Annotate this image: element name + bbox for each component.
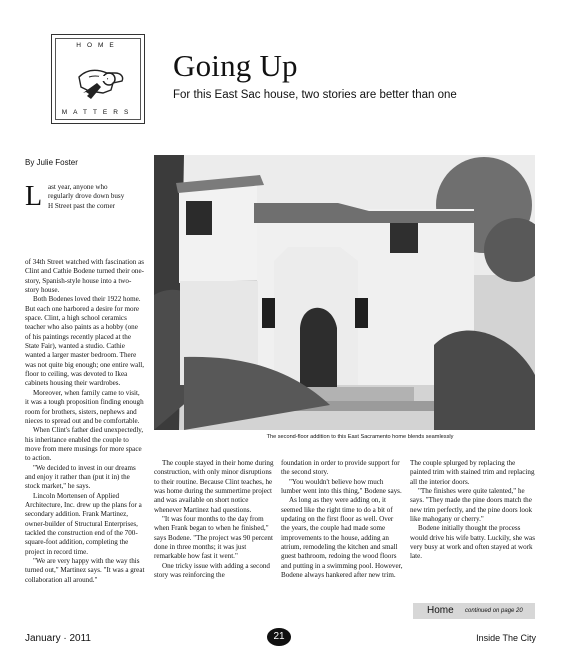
drop-cap: L	[25, 181, 43, 212]
column-3	[281, 459, 403, 580]
col2-paragraph: The couple stayed in their home during construction, with only minor disruptions to their routine. Because Clint teaches, he was home during the summertime project and was available on short notice whenever Martinez had questions.	[154, 459, 274, 514]
logo-frame	[55, 38, 141, 120]
col2-paragraph: One tricky issue with adding a second story was reinforcing the	[154, 561, 270, 580]
house-photo	[154, 155, 535, 430]
continued-title: Home	[427, 605, 454, 616]
col1-paragraph: Moreover, when family came to visit, it was a tough proposition finding enough room for brothers, sisters, nephews and nieces to spread out and be comfortable.	[25, 388, 144, 425]
column-2	[154, 459, 276, 580]
lead-line-3: H Street past the corner	[48, 201, 115, 210]
col1-paragraph: "We decided to invest in our dreams and enjoy it rather than (put it in) the stock market," he says.	[25, 463, 136, 491]
col4-paragraph: "The finishes were quite talented," he says. "They made the pine doors match the new trim perfectly, and the pine doors look like mahogany or cherry."	[410, 487, 533, 524]
hand-key-icon	[73, 59, 133, 104]
col3-paragraph: "You wouldn't believe how much lumber went into this thing," Bodene says.	[281, 477, 402, 496]
col1-paragraph: "We are very happy with the way this turned out," Martinez says. "It was a great collaboration all around."	[25, 557, 145, 584]
col4-paragraph: Bodene initially thought the process would drive his wife batty. Luckily, she was very busy at work and often stayed at work late.	[410, 524, 535, 561]
col1-paragraph: When Clint's father died unexpectedly, his inheritance enabled the couple to move from mere musings for more space to action.	[25, 426, 144, 463]
lead-lines	[48, 183, 145, 211]
home-matters-logo	[51, 34, 145, 124]
house-illustration	[154, 155, 535, 430]
byline: By Julie Foster	[25, 158, 78, 167]
page-number-badge: 21	[267, 628, 291, 646]
logo-bottom-text: MATTERS	[61, 109, 135, 116]
column-4	[410, 459, 535, 562]
column-1	[25, 258, 145, 585]
lead-line-2: regularly drove down busy	[48, 192, 125, 201]
article-title: Going Up	[173, 48, 298, 83]
logo-top-text: HOME	[76, 42, 120, 49]
col4-paragraph: The couple splurged by replacing the painted trim with stained trim and replacing all the interior doors.	[410, 459, 535, 486]
col1-paragraph: Lincoln Mortensen of Applied Architecture, Inc. drew up the plans for a secondary addition. Frank Martinez, owner-builder of Structural Enterprises, tackled the construction end of the 700-square-foot addition, completing the project in record time.	[25, 491, 142, 556]
issue-date: January · 2011	[25, 633, 91, 644]
photo-caption: The second-floor addition to this East Sacramento home blends seamlessly	[266, 434, 454, 440]
lead-line-1: ast year, anyone who	[48, 183, 108, 191]
continued-note: continued on page 20	[465, 608, 523, 614]
col1-paragraph: of 34th Street watched with fascination as Clint and Cathie Bodene turned their one-story, Spanish-style house into a two-story house.	[25, 258, 144, 295]
continued-banner	[413, 603, 535, 619]
article-subtitle: For this East Sac house, two stories are better than one	[173, 89, 457, 101]
col3-paragraph: As long as they were adding on, it seemed like the right time to do a bit of updating on the first floor as well. Over the years, the couple had made some improvements to the house, adding an atrium, remodeling the kitchen and small guest bathroom, redoing the wood floors and putting in a swimming pool. However, Bodene always hankered after new trim.	[281, 496, 403, 580]
col2-paragraph: "It was four months to the day from when Frank began to when he finished," says Bodene. "The project was 90 percent done in three months; it was just remarkable how fast it went."	[154, 515, 273, 561]
publication-name: Inside The City	[476, 633, 536, 643]
col1-paragraph: Both Bodenes loved their 1922 home. But each one harbored a desire for more space. Clint, a high school ceramics teacher who also paints as a hobby (one of his paintings recently placed at the State Fair), wanted a studio. Cathie wanted a larger master bedroom. There was not quite big enough; one entire wall, floor to ceiling, was devoted to Ikea cabinets housing their wardrobes.	[25, 295, 144, 388]
col3-paragraph: foundation in order to provide support for the second story.	[281, 459, 400, 477]
